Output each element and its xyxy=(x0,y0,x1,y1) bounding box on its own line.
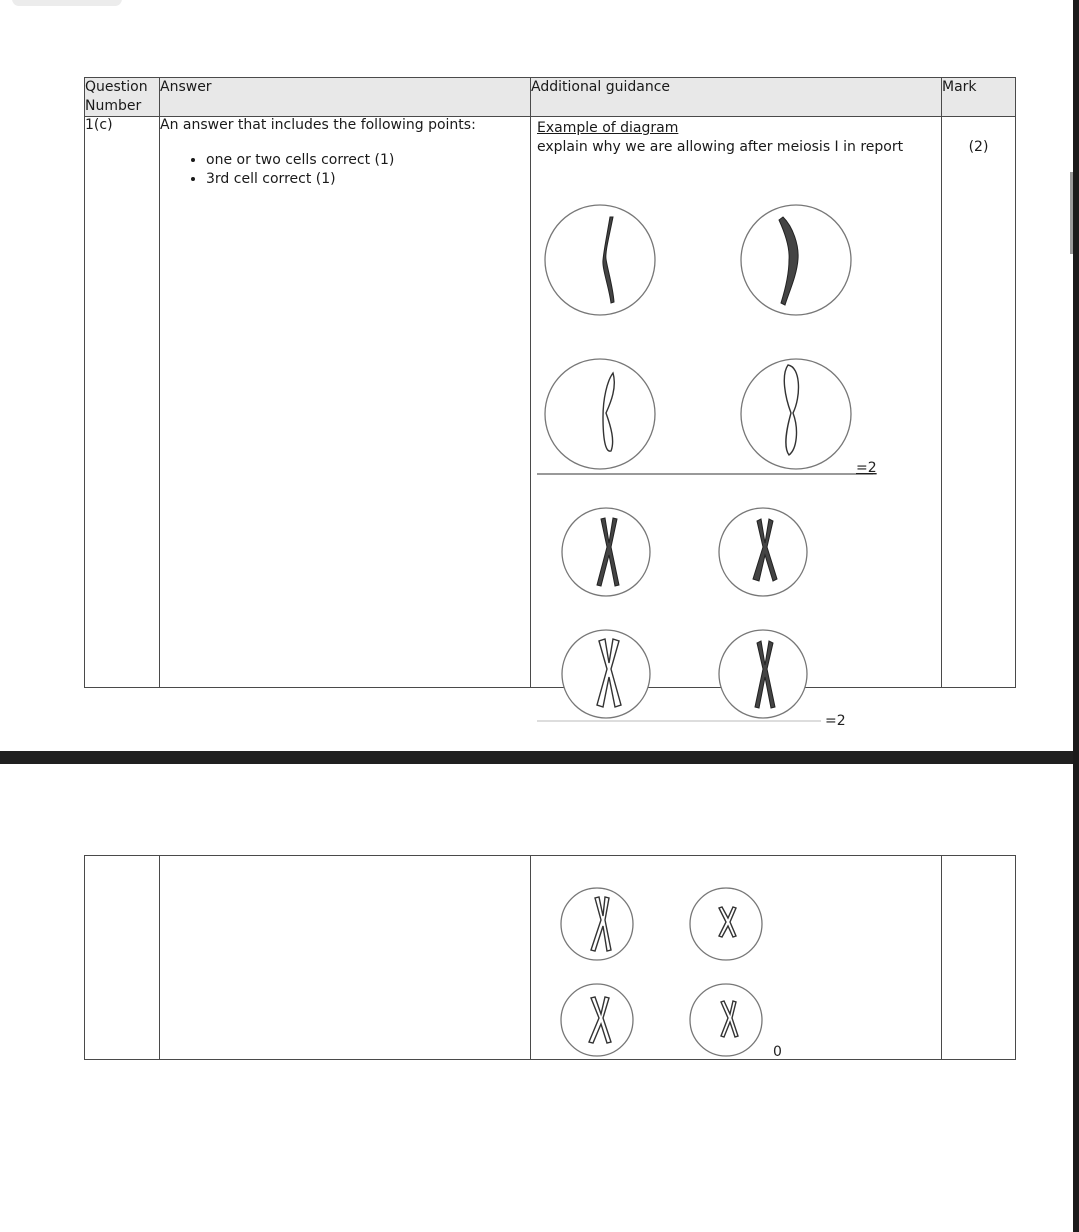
question-number-cell xyxy=(85,856,160,1060)
diagram-three xyxy=(531,856,941,1059)
header-additional-guidance: Additional guidance xyxy=(531,78,942,117)
diagram-two xyxy=(537,508,846,729)
guidance-cell xyxy=(531,856,942,1060)
diagram-score: =2 xyxy=(825,713,846,729)
answer-points xyxy=(160,151,530,189)
answer-cell xyxy=(160,856,531,1060)
table-header-row xyxy=(85,78,1016,117)
cell-circle xyxy=(690,984,762,1056)
mark-scheme-table xyxy=(84,77,1016,729)
answer-point: • one or two cells correct (1) xyxy=(206,151,530,170)
answer-point: • 3rd cell correct (1) xyxy=(206,170,530,189)
browser-tab-stub xyxy=(12,0,122,6)
table-row xyxy=(85,856,1016,1060)
header-answer: Answer xyxy=(160,78,531,117)
guidance-note: explain why we are allowing after meiosis I in report xyxy=(537,139,904,155)
guidance-heading: Example of diagram xyxy=(537,120,679,136)
diagram-example xyxy=(531,117,941,729)
cell-circle xyxy=(545,205,655,315)
mark-cell: (2) xyxy=(942,117,1016,688)
cell-circle xyxy=(561,984,633,1056)
answer-cell xyxy=(160,117,531,688)
scrollbar-thumb[interactable] xyxy=(1070,172,1073,254)
table-row xyxy=(85,117,1016,688)
header-question-number: Question Number xyxy=(85,78,160,117)
mark-cell xyxy=(942,856,1016,1060)
window-edge xyxy=(1073,0,1079,1232)
guidance-cell xyxy=(531,117,942,729)
question-number: 1(c) xyxy=(85,117,160,688)
diagram-score: =2 xyxy=(856,460,877,476)
page-break xyxy=(0,751,1079,764)
cell-circle xyxy=(545,359,655,469)
mark-scheme-table-continued xyxy=(84,855,1016,1060)
answer-intro: An answer that includes the following points: xyxy=(160,117,476,133)
diagram-score: 0 xyxy=(773,1044,782,1060)
diagram-one xyxy=(537,205,877,476)
header-mark: Mark xyxy=(942,78,1016,117)
